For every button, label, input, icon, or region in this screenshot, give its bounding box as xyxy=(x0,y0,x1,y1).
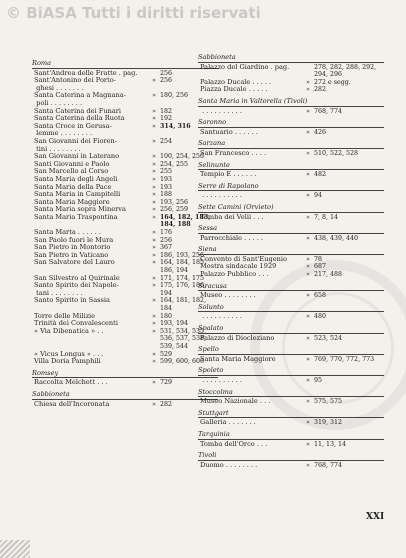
entry-name: Convento di Sant'Eugenio xyxy=(200,254,287,263)
index-entry xyxy=(32,401,218,409)
entry-name: Santa Maria Maggiore xyxy=(200,354,276,363)
entry-pages: 186, 193, 256 xyxy=(160,251,205,259)
entry-name: Santa Maria Traspontina xyxy=(34,212,118,221)
place-heading: Santa Maria in Valtorella (Tivoli) xyxy=(198,98,384,107)
entry-pages: 575, 575 xyxy=(314,398,343,406)
index-entry xyxy=(198,86,384,94)
ditto-mark: » xyxy=(306,270,311,279)
index-entry xyxy=(32,138,218,153)
entry-name: Santa Maria in Campitelli xyxy=(34,190,121,199)
entry-name: Santa Maria Maggiore xyxy=(34,197,110,206)
ditto-mark: » xyxy=(152,281,157,290)
index-entry xyxy=(198,335,384,343)
place-heading: Serre di Rapolano xyxy=(198,183,384,192)
entry-pages: 256 xyxy=(160,236,173,244)
entry-pages: 95 xyxy=(314,377,323,384)
entry-pages: 480 xyxy=(314,313,327,321)
entry-name: « Vicus Longus » . . . xyxy=(34,349,104,358)
index-entry xyxy=(198,192,384,200)
entry-pages: 319, 312 xyxy=(314,419,343,427)
ditto-mark: » xyxy=(306,291,311,300)
entry-pages: 193, 256 xyxy=(160,198,189,206)
place-heading: Romsey xyxy=(32,370,218,379)
entry-name: Palazzo Pubblico . . . xyxy=(200,270,269,279)
entry-name: Chiesa dell'Incoronata xyxy=(34,399,110,408)
ditto-mark: » xyxy=(306,148,311,157)
ditto-mark: » xyxy=(152,319,157,328)
ditto-mark: » xyxy=(152,296,157,305)
index-entry xyxy=(32,123,218,138)
place-heading: Spoleto xyxy=(198,367,384,376)
ditto-mark: » xyxy=(152,311,157,320)
entry-pages: 367 xyxy=(160,244,173,252)
ditto-mark: » xyxy=(152,106,157,115)
entry-pages: 314, 316 xyxy=(160,122,191,130)
entry-name: San Giovanni dei Fioren- tini . . . . . . . . xyxy=(34,136,118,153)
ditto-mark: » xyxy=(306,333,311,342)
ditto-mark: » xyxy=(306,77,311,86)
entry-pages: 426 xyxy=(314,128,327,136)
ditto-mark: » xyxy=(152,197,157,206)
index-entry xyxy=(32,358,218,366)
ditto-mark: » xyxy=(152,349,157,358)
entry-name: Tomba dell'Orco . . . xyxy=(200,439,268,448)
index-entry xyxy=(32,92,218,107)
place-heading: Selinunte xyxy=(198,162,384,171)
ditto-mark: » xyxy=(152,152,157,161)
entry-pages: 171, 174, 175 xyxy=(160,274,205,282)
ditto-mark: » xyxy=(152,174,157,183)
entry-pages: 164, 182, 183, 184, 188 xyxy=(160,213,211,229)
entry-name: Santa Maria degli Angeli xyxy=(34,174,118,183)
entry-name: Mostra sindacale 1929 xyxy=(200,262,277,271)
entry-name: Raccolta Melchett . . . xyxy=(34,378,108,387)
corner-stamp xyxy=(0,540,30,558)
index-entry xyxy=(32,379,218,387)
entry-pages: 254 xyxy=(160,137,173,145)
ditto-mark: » xyxy=(152,76,157,85)
ditto-mark: » xyxy=(152,159,157,168)
entry-pages: 729 xyxy=(160,379,173,387)
place-heading: Saronno xyxy=(198,119,384,128)
ditto-mark: » xyxy=(306,439,311,448)
place-heading: Stuttgart xyxy=(198,410,384,419)
entry-pages: 192 xyxy=(160,115,173,123)
entry-name: Santa Caterina della Ruota xyxy=(34,114,125,123)
index-entry xyxy=(198,462,384,470)
entry-pages: 180, 256 xyxy=(160,92,189,100)
ditto-mark: » xyxy=(152,182,157,191)
entry-pages: 164, 184, 185, 186, 194 xyxy=(160,259,207,275)
entry-pages: 510, 522, 528 xyxy=(314,149,359,157)
entry-pages: 217, 488 xyxy=(314,271,343,279)
ditto-mark: » xyxy=(306,233,311,242)
ditto-mark: » xyxy=(152,326,157,335)
entry-pages: 282 xyxy=(314,86,327,94)
entry-pages: 482 xyxy=(314,171,327,179)
entry-name: Villa Doria Pamphili xyxy=(34,357,101,366)
entry-name: San Pietro in Vaticano xyxy=(34,250,109,259)
entry-pages: 193, 194 xyxy=(160,320,189,328)
entry-name: San Giovanni in Laterano xyxy=(34,152,120,161)
entry-pages: 11, 13, 14 xyxy=(314,440,347,448)
index-entry xyxy=(198,441,384,449)
ditto-mark: » xyxy=(152,399,157,408)
ditto-mark: » xyxy=(152,91,157,100)
ditto-mark: » xyxy=(306,418,311,427)
entry-name: Santa Caterina dei Funari xyxy=(34,106,122,115)
ditto-mark: » xyxy=(306,191,311,200)
entry-pages: 531, 534, 535, 536, 537, 538, 539, 544 xyxy=(160,327,207,350)
entry-name: Piazza Ducale . . . . . xyxy=(200,85,268,94)
index-entry xyxy=(198,214,384,222)
place-heading: Sessa xyxy=(198,225,384,234)
index-entry xyxy=(198,356,384,364)
entry-pages: 176 xyxy=(160,229,173,237)
entry-pages: 529 xyxy=(160,350,173,358)
entry-name: Tomba dei Velii . . . xyxy=(200,212,264,221)
ditto-mark: » xyxy=(152,235,157,244)
entry-name: Santo Spirito in Sassia xyxy=(34,296,110,305)
ditto-mark: » xyxy=(306,85,311,94)
place-heading: Roma xyxy=(32,60,218,69)
entry-name: . . . . . . . . . . xyxy=(200,376,242,384)
entry-name: Duomo . . . . . . . . xyxy=(200,460,258,469)
index-column-left xyxy=(32,56,218,408)
ditto-mark: » xyxy=(306,170,311,179)
entry-name: Sant'Antonino dei Porto- ghesi . . . . . . . xyxy=(34,76,116,92)
entry-name: . . . . . . . . . . xyxy=(200,106,242,115)
ditto-mark: » xyxy=(306,312,311,321)
entry-pages: 523, 524 xyxy=(314,334,343,342)
place-heading: Sabbioneta xyxy=(32,391,218,400)
index-entry xyxy=(198,271,384,279)
entry-name: Santa Maria della Pace xyxy=(34,182,112,191)
entry-pages: 687 xyxy=(314,263,327,271)
ditto-mark: » xyxy=(306,262,311,271)
entry-name: Santa Caterina a Magnana- poli . . . . . . . . xyxy=(34,91,126,107)
entry-pages: 193 xyxy=(160,175,173,183)
entry-name: Museo Nazionale . . . xyxy=(200,397,271,406)
entry-name: Tempio E . . . . . . xyxy=(200,170,257,179)
entry-name: Torre delle Milizie xyxy=(34,311,96,320)
entry-pages: 272 e segg. xyxy=(314,78,351,86)
entry-name: Santo Spirito dei Napole- tani . . . . . . . . xyxy=(34,281,119,297)
place-heading: Sette Camini (Orvieto) xyxy=(198,204,384,213)
entry-pages: 254, 255 xyxy=(160,160,189,168)
entry-name: Santa Maria sopra Minerva xyxy=(34,205,126,214)
entry-name: Palazzo di Diocleziano xyxy=(200,333,275,342)
entry-name: Sant'Andrea delle Fratte . pag. xyxy=(34,68,138,77)
entry-pages: 768, 774 xyxy=(314,107,343,115)
entry-name: San Salvatore del Lauro xyxy=(34,258,115,267)
ditto-mark: » xyxy=(152,212,157,221)
ditto-mark: » xyxy=(152,243,157,252)
entry-name: Trinità dei Convalescenti xyxy=(34,319,118,328)
index-entry xyxy=(198,235,384,243)
index-entry xyxy=(32,328,218,351)
ditto-mark: » xyxy=(152,258,157,267)
index-entry xyxy=(198,377,384,385)
ditto-mark: » xyxy=(152,190,157,199)
entry-pages: 175, 176, 186, 194 xyxy=(160,282,207,297)
ditto-mark: » xyxy=(152,114,157,123)
index-entry xyxy=(198,398,384,406)
place-heading: Stoccolma xyxy=(198,389,384,398)
ditto-mark: » xyxy=(152,205,157,214)
ditto-mark: » xyxy=(306,460,311,469)
place-heading: Spello xyxy=(198,346,384,355)
place-heading: Sabbioneta xyxy=(198,54,384,63)
entry-name: . . . . . . . . . . xyxy=(200,312,242,321)
entry-pages: 256 xyxy=(160,69,173,77)
entry-name: San Silvestro al Quirinale xyxy=(34,273,120,282)
entry-pages: 94 xyxy=(314,192,323,200)
place-heading: Sarzana xyxy=(198,140,384,149)
entry-pages: 438, 439, 440 xyxy=(314,234,359,242)
entry-pages: 193 xyxy=(160,183,173,191)
ditto-mark: » xyxy=(152,228,157,237)
entry-pages: 255 xyxy=(160,168,173,176)
index-entry xyxy=(198,292,384,300)
entry-name: « Via Dibenatica » . . xyxy=(34,326,104,335)
entry-pages: 256 xyxy=(160,77,173,85)
index-entry xyxy=(198,108,384,116)
ditto-mark: » xyxy=(152,136,157,145)
entry-name: Santuario . . . . . . xyxy=(200,127,258,136)
index-entry xyxy=(198,171,384,179)
entry-pages: 78 xyxy=(314,255,323,263)
ditto-mark: » xyxy=(152,378,157,387)
entry-pages: 188 xyxy=(160,191,173,199)
entry-pages: 7, 8, 14 xyxy=(314,213,339,221)
index-column-right xyxy=(198,50,384,469)
index-entry xyxy=(32,297,218,312)
entry-name: Parrocchiale . . . . . xyxy=(200,233,263,242)
ditto-mark: » xyxy=(152,250,157,259)
index-entry xyxy=(198,419,384,427)
entry-pages: 256, 259 xyxy=(160,206,189,214)
place-heading: Spalato xyxy=(198,325,384,334)
ditto-mark: » xyxy=(152,167,157,176)
ditto-mark: » xyxy=(306,106,311,115)
entry-pages: 658 xyxy=(314,292,327,300)
index-entry xyxy=(32,77,218,92)
page-number: XXI xyxy=(366,512,385,522)
place-heading: Solunto xyxy=(198,304,384,313)
entry-pages: 278, 282, 288, 292, 294, 296 xyxy=(314,63,377,79)
entry-pages: 182 xyxy=(160,107,173,115)
ditto-mark: » xyxy=(152,357,157,366)
ditto-mark: » xyxy=(152,273,157,282)
entry-name: Palazzo del Giardino . pag. xyxy=(200,62,290,71)
ditto-mark: » xyxy=(306,354,311,363)
entry-name: . . . . . . . . . . xyxy=(200,191,242,200)
ditto-mark: » xyxy=(306,254,311,263)
entry-name: Galleria . . . . . . . xyxy=(200,418,256,427)
entry-name: Santa Croce in Gerusa- lemme . . . . . . . . xyxy=(34,121,112,138)
index-entry xyxy=(32,282,218,297)
index-entry xyxy=(32,214,218,229)
ditto-mark: » xyxy=(306,376,311,384)
index-entry xyxy=(32,259,218,274)
entry-pages: 769, 770, 772, 773 xyxy=(314,355,375,363)
entry-name: San Marcello al Corso xyxy=(34,167,109,176)
index-entry xyxy=(198,129,384,137)
entry-pages: 599, 600, 606 xyxy=(160,358,205,366)
entry-name: San Francesco . . . . xyxy=(200,148,267,157)
place-heading: Siena xyxy=(198,246,384,255)
ditto-mark: » xyxy=(152,121,157,130)
watermark: © BiASA Tutti i diritti riservati xyxy=(6,4,261,22)
entry-pages: 100, 254, 256 xyxy=(160,153,205,161)
ditto-mark: » xyxy=(306,212,311,221)
entry-name: Santa Marta . . . . . . xyxy=(34,228,101,237)
index-entry xyxy=(198,64,384,79)
place-heading: Tivoli xyxy=(198,452,384,461)
entry-name: Palazzo Ducale . . . . . xyxy=(200,77,272,86)
entry-pages: 180 xyxy=(160,312,173,320)
entry-pages: 768, 774 xyxy=(314,461,343,469)
index-entry xyxy=(198,150,384,158)
entry-name: San Pietro in Montorio xyxy=(34,243,111,252)
entry-name: Museo . . . . . . . . xyxy=(200,291,256,300)
place-heading: Tarquinia xyxy=(198,431,384,440)
index-entry xyxy=(198,313,384,321)
ditto-mark: » xyxy=(306,127,311,136)
place-heading: Siracusa xyxy=(198,283,384,292)
entry-pages: 282 xyxy=(160,400,173,408)
entry-name: Santi Giovanni e Paolo xyxy=(34,159,110,168)
entry-pages: 164, 181, 182, 184 xyxy=(160,297,207,312)
entry-name: San Paolo fuori le Mura xyxy=(34,235,114,244)
ditto-mark: » xyxy=(306,397,311,406)
